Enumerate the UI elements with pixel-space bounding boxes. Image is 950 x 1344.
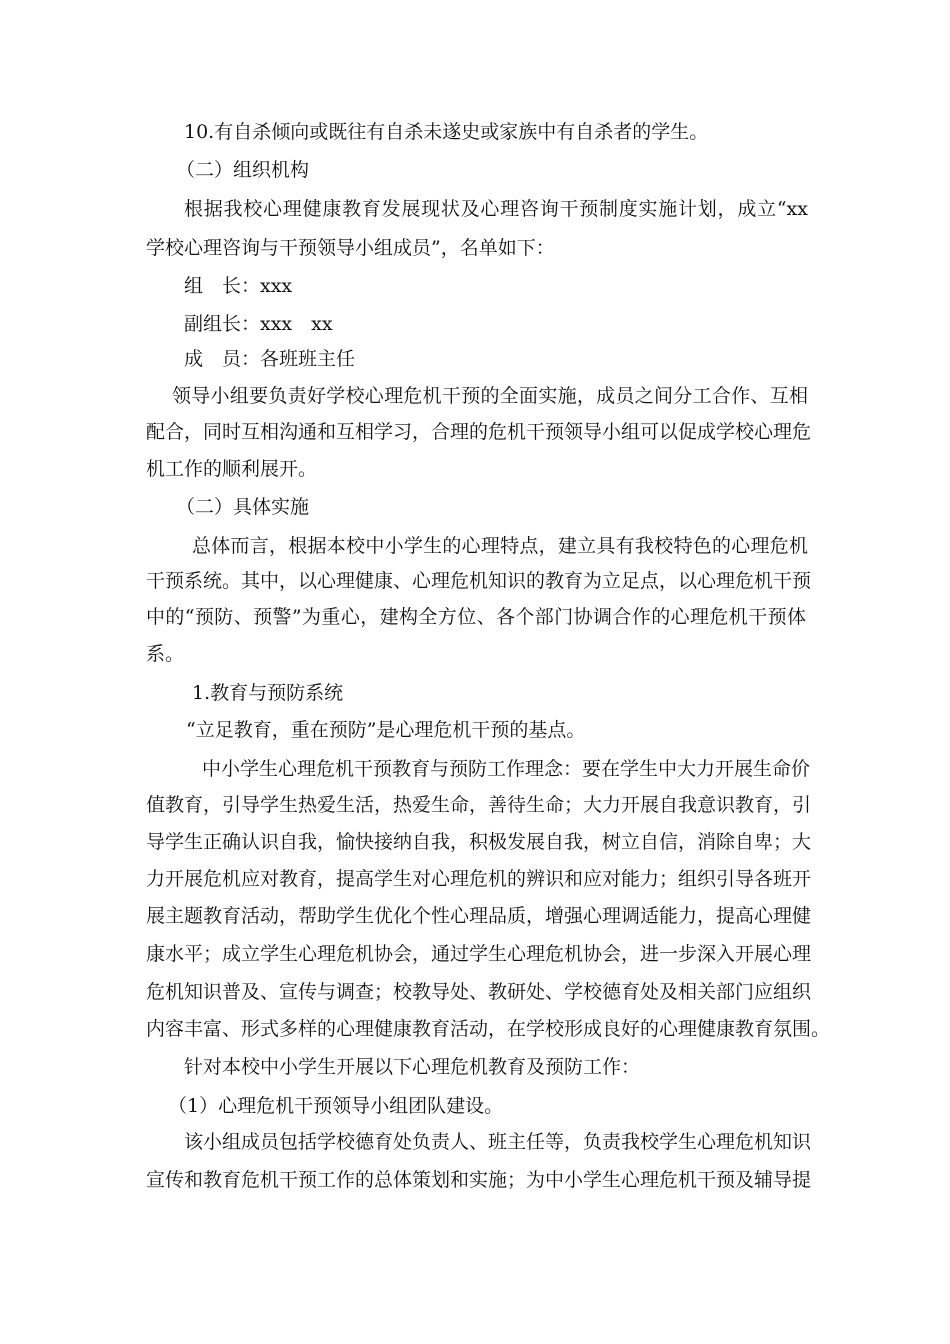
text-line: 配合，同时互相沟通和互相学习，合理的危机干预领导小组可以促成学校心理危 <box>146 421 812 443</box>
text-line: 康水平；成立学生心理危机协会，通过学生心理危机协会，进一步深入开展心理 <box>146 943 812 965</box>
text-line: 学校心理咨询与干预领导小组成员”，名单如下： <box>146 237 555 259</box>
text-line: 中的“预防、预警”为重心，建构全方位、各个部门协调合作的心理危机干预体 <box>146 606 806 628</box>
text-line: 中小学生心理危机干预教育与预防工作理念：要在学生中大力开展生命价 <box>202 758 811 780</box>
member-line: 副组长：xxx xx <box>184 313 333 335</box>
text-line: 领导小组要负责好学校心理危机干预的全面实施，成员之间分工合作、互相 <box>172 385 808 407</box>
member-line: 组 长：xxx <box>184 275 293 297</box>
text-line: 机工作的顺利展开。 <box>146 458 318 480</box>
section-heading: （二）具体实施 <box>176 496 310 518</box>
section-heading: （二）组织机构 <box>176 159 310 181</box>
text-line: 针对本校中小学生开展以下心理危机教育及预防工作： <box>184 1056 641 1078</box>
text-line: 该小组成员包括学校德育处负责人、班主任等，负责我校学生心理危机知识 <box>184 1131 812 1153</box>
text-line: “立足教育，重在预防”是心理危机干预的基点。 <box>186 719 586 741</box>
text-line: 根据我校心理健康教育发展现状及心理咨询干预制度实施计划，成立“xx <box>184 198 808 220</box>
text-line: 总体而言，根据本校中小学生的心理特点，建立具有我校特色的心理危机 <box>192 535 808 557</box>
text-line: 危机知识普及、宣传与调查；校教导处、教研处、学校德育处及相关部门应组织 <box>146 981 812 1003</box>
text-line: 宣传和教育危机干预工作的总体策划和实施；为中小学生心理危机干预及辅导提 <box>146 1169 812 1191</box>
subsection-heading: 1.教育与预防系统 <box>192 682 344 704</box>
text-line: 内容丰富、形式多样的心理健康教育活动，在学校形成良好的心理健康教育氛围。 <box>146 1018 831 1040</box>
text-line: 力开展危机应对教育，提高学生对心理危机的辨识和应对能力；组织引导各班开 <box>146 868 812 890</box>
member-line: 成 员：各班班主任 <box>184 348 356 370</box>
text-line: 值教育，引导学生热爱生活，热爱生命，善待生命；大力开展自我意识教育，引 <box>146 794 812 816</box>
text-line: 系。 <box>146 643 185 665</box>
text-line: 展主题教育活动，帮助学生优化个性心理品质，增强心理调适能力，提高心理健 <box>146 905 812 927</box>
text-line: 导学生正确认识自我，愉快接纳自我，积极发展自我，树立自信，消除自卑；大 <box>146 831 812 853</box>
text-line: 10.有自杀倾向或既往有自杀未遂史或家族中有自杀者的学生。 <box>184 121 709 143</box>
list-item: （1）心理危机干预领导小组团队建设。 <box>168 1095 504 1117</box>
text-line: 干预系统。其中，以心理健康、心理危机知识的教育为立足点，以心理危机干预 <box>146 570 812 592</box>
